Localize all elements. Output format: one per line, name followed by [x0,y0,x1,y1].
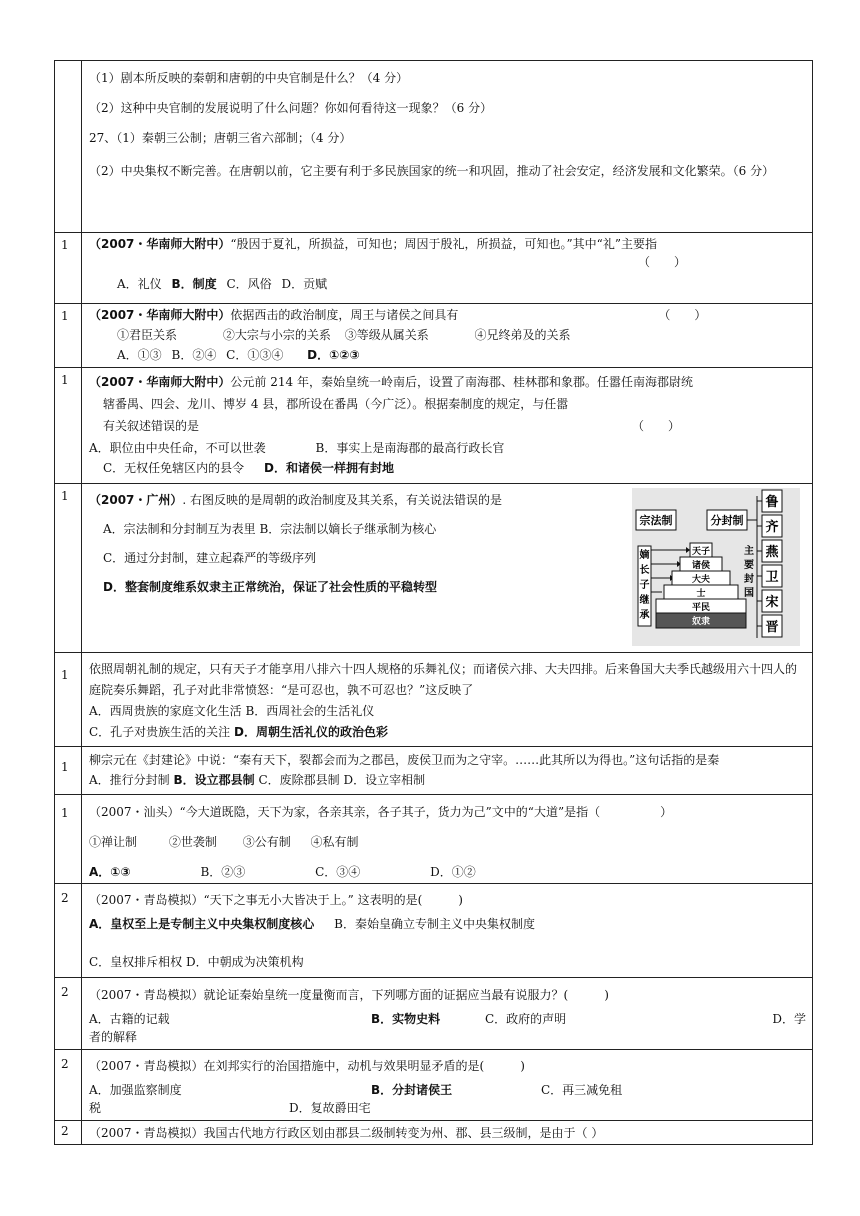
state-label: 燕 [765,545,779,560]
question-stem: . 右图反映的是周朝的政治制度及其关系，有关说法错误的是 [182,493,503,507]
row-content [82,747,813,795]
question-table [54,60,813,1145]
item-1: ①君臣关系 [117,328,178,342]
option-cd: C．废除郡县制 D．设立宰相制 [258,773,426,787]
pyramid-label: 奴隶 [691,617,711,627]
option-b: B．②④ [171,348,217,362]
question-stem: “殷因于夏礼，所损益，可知也；周因于殷礼，所损益，可知也。”其中“礼”主要指 [230,237,657,251]
option-d: D．学 [772,1012,806,1026]
row-number: 1 [55,747,82,795]
option-d: D．整套制度维系奴隶主正常统治，保证了社会性质的平稳转型 [103,580,437,594]
item-3: ③公有制 [242,835,291,849]
vertical-text: 要 [744,560,754,571]
row-content [82,484,813,653]
vertical-text: 继 [639,595,650,606]
right-box-label: 分封制 [710,514,744,527]
row-number: 1 [55,795,82,884]
vertical-text: 承 [639,610,650,621]
option-c-continued: 税 [89,1101,102,1115]
row-content [82,304,813,368]
option-c: C．无权任免辖区内的县令 [103,461,245,475]
row-number: 1 [55,304,82,368]
question-stem: （2007・青岛模拟）“天下之事无小大皆决于上。” 这表明的是( ) [89,893,463,907]
question-source: （2007・华南师大附中） [89,375,231,389]
row-content [82,653,813,747]
item-4: ④私有制 [310,835,359,849]
table-row [55,233,813,304]
question-source: （2007・华南师大附中） [89,237,231,251]
row-content [82,1050,813,1121]
option-a: A．①③ [89,865,131,879]
option-b: B．实物史料 [371,1012,441,1026]
option-a: A．皇权至上是专制主义中央集权制度核心 [89,917,315,931]
row-number: 2 [55,978,82,1050]
answer-paren: （ ） [632,419,681,433]
row-number: 1 [55,368,82,484]
option-d: D．①②③ [307,348,360,362]
option-c: C．①③④ [226,348,284,362]
option-b: B．设立郡县制 [173,773,255,787]
row-number: 2 [55,884,82,978]
table-row [55,1121,813,1145]
state-label: 卫 [765,570,779,585]
state-label: 齐 [765,520,779,535]
vertical-text: 主 [744,546,754,557]
option-c: C．风俗 [226,277,272,291]
pyramid-label: 士 [696,589,706,599]
item-1: ①禅让制 [89,835,138,849]
option-c: C．再三减免租 [541,1083,623,1097]
row-number: 2 [55,1050,82,1121]
left-box-label: 宗法制 [639,514,673,527]
option-a: A．①③ [117,348,162,362]
state-label: 晋 [765,620,779,635]
table-row [55,484,813,653]
option-b: B．事实上是南海郡的最高行政长官 [315,441,505,455]
option-d: D．和诸侯一样拥有封地 [264,461,394,475]
option-a: A．礼仪 [117,277,162,291]
row-number [55,61,82,233]
option-d: D．周朝生活礼仪的政治色彩 [234,725,388,739]
table-row [55,61,813,233]
row-number: 1 [55,233,82,304]
answer-line: 27、（1）秦朝三公制；唐朝三省六部制；（4 分） [89,131,352,145]
option-a: A．加强监察制度 [89,1083,182,1097]
table-row [55,653,813,747]
row-number: 2 [55,1121,82,1145]
row-content [82,233,813,304]
answer-paren: （ ） [637,255,686,269]
row-content [82,61,813,233]
pyramid-label: 诸侯 [691,561,711,571]
row-content [82,978,813,1050]
pyramid-label: 大夫 [691,575,711,585]
option-c: C．通过分封制，建立起森严的等级序列 [103,551,317,565]
option-c: C．③④ [315,865,361,879]
state-label: 宋 [765,595,779,610]
option-b: B．制度 [171,277,217,291]
item-2: ②大宗与小宗的关系 [222,328,331,342]
question-source: （2007・华南师大附中） [89,308,231,322]
table-row [55,978,813,1050]
option-c: C．政府的声明 [485,1012,567,1026]
answer-paren: （ ） [658,308,707,322]
question-stem: 依据西击的政治制度，周王与诸侯之间具有 [230,308,459,322]
vertical-text: 长 [639,565,650,576]
option-d: D．复故爵田宅 [289,1101,371,1115]
table-row [55,1050,813,1121]
option-d: D．贡赋 [281,277,328,291]
question-stem: 公元前 214 年，秦始皇统一岭南后，设置了南海郡、桂林郡和象郡。任嚣任南海郡尉统 [230,375,693,389]
vertical-text: 子 [639,580,650,591]
option-a: A．推行分封制 [89,773,170,787]
row-number: 1 [55,484,82,653]
option-c: C．孔子对贵族生活的关注 [89,725,231,739]
vertical-text: 嫡 [639,550,650,561]
option-b: B．②③ [200,865,246,879]
item-4: ④兄终弟及的关系 [474,328,571,342]
question-source: （2007・广州） [89,493,183,507]
question-stem: 有关叙述错误的是 [103,419,200,433]
item-2: ②世袭制 [168,835,217,849]
state-label: 鲁 [765,495,779,510]
table-row [55,747,813,795]
pyramid-label: 天子 [691,547,711,557]
option-d-continued: 者的解释 [89,1030,138,1044]
question-stem: 柳宗元在《封建论》中说：“秦有天下，裂都会而为之郡邑，废侯卫而为之守宰。……此其所以为得也。”这句话指的是秦 [89,753,720,767]
vertical-text: 封 [744,574,754,585]
pyramid-label: 平民 [691,603,711,613]
question-stem: （2007・青岛模拟）我国古代地方行政区划由郡县二级制转变为州、郡、县三级制，是由于（ ） [89,1126,604,1140]
table-row [55,368,813,484]
option-ab: A．西周贵族的家庭文化生活 B．西周社会的生活礼仪 [89,704,375,718]
table-row [55,795,813,884]
zhou-political-system-diagram [632,488,800,646]
answer-line: （2）中央集权不断完善。在唐朝以前，它主要有利于多民族国家的统一和巩固，推动了社会安定，经济发展和文化繁荣。（6 分） [89,164,775,178]
row-content [82,368,813,484]
option-a: A．古籍的记载 [89,1012,170,1026]
row-number: 1 [55,653,82,747]
question-stem: （2007・汕头）“今大道既隐，天下为家，各亲其亲，各子其子，货力为己”文中的“大道”是指（ ） [89,805,673,819]
option-a: A．职位由中央任命，不可以世袭 [89,441,266,455]
option-d: D．①② [430,865,476,879]
row-content [82,1121,813,1145]
vertical-text: 国 [744,588,754,599]
option-b: B．秦始皇确立专制主义中央集权制度 [334,917,535,931]
option-cd: C．皇权排斥相权 D．中朝成为决策机构 [89,955,304,969]
question-stem: （2007・青岛模拟）在刘邦实行的治国措施中，动机与效果明显矛盾的是( ) [89,1059,525,1073]
table-row [55,884,813,978]
table-row [55,304,813,368]
question-sheet [54,60,813,1145]
question-stem: 辖番禺、四会、龙川、博岁 4 县，郡所设在番禺（今广泛）。根据秦制度的规定，与任嚣 [103,397,569,411]
question-stem: 依照周朝礼制的规定，只有天子才能享用八排六十四人规格的乐舞礼仪；而诸侯六排、大夫四排。后来鲁国大夫季氏越级用六十四人的庭院奏乐舞蹈，孔子对此非常愤怒：“是可忍也，孰不可忍也？”这反映了 [89,662,798,697]
item-3: ③等级从属关系 [344,328,429,342]
question-line: （2）这种中央官制的发展说明了什么问题？你如何看待这一现象？（6 分） [89,101,493,115]
option-b: B．分封诸侯王 [371,1083,453,1097]
row-content [82,884,813,978]
question-stem: （2007・青岛模拟）就论证秦始皇统一度量衡而言，下列哪方面的证据应当最有说服力？( ) [89,988,609,1002]
question-line: （1）剧本所反映的秦朝和唐朝的中央官制是什么？（4 分） [89,71,409,85]
option-ab: A．宗法制和分封制互为表里 B．宗法制以嫡长子继承制为核心 [103,522,437,536]
row-content [82,795,813,884]
